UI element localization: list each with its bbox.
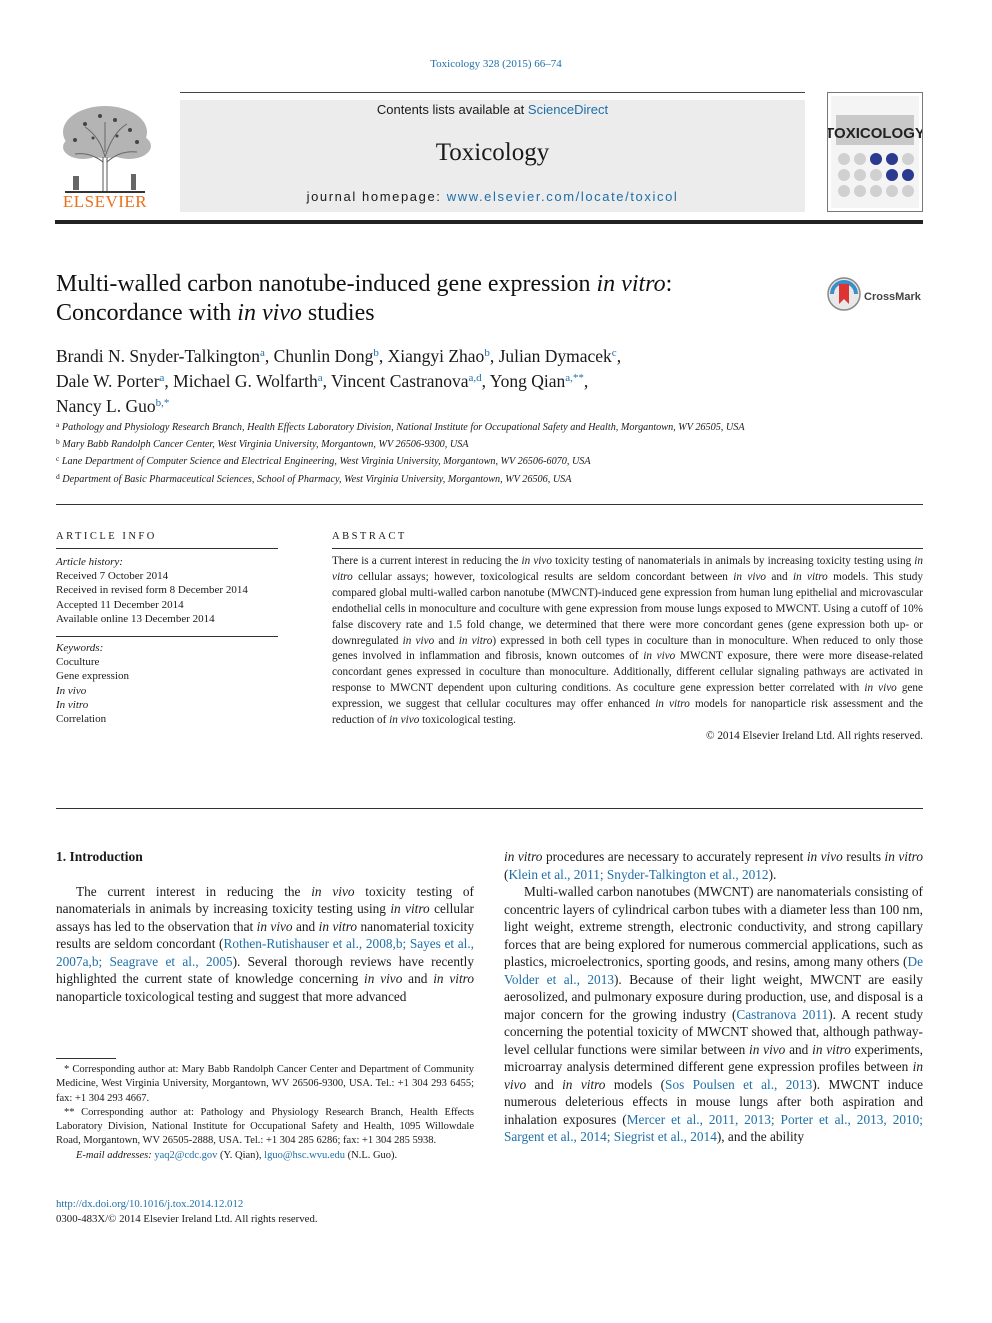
paragraph: in vitro procedures are necessary to accurately represent in vivo results in vitro (Klein et al., 2011; Snyder-Talkington et al., 2012). xyxy=(504,849,923,882)
affiliation-item: $^b$ Mary Babb Randolph Cancer Center, West Virginia University, Morgantown, WV 26506-9300, USA xyxy=(56,437,469,451)
homepage-line: journal homepage: www.elsevier.com/locate/toxicol xyxy=(306,189,679,204)
keywords: Keywords: Coculture Gene expression In vivo In vitro Correlation xyxy=(56,636,278,726)
paragraph: Multi-walled carbon nanotubes (MWCNT) are nanomaterials consisting of concentric layers of cylindrical carbon tubes with a diameter less than 100 nm, light weight, extreme strength, electronic conductivity, and strong capillary forces that are being explored for numerous commercial applications, such as plastics, microelectronics, sporting goods, and resins, among many others (De Volder et al., 2013). Because of their light weight, MWCNT are easily aerosolized, and pulmonary exposure during production, use, and disposal is a major concern for the growing industry (Castranova 2011). A recent study concerning the potential toxicity of MWCNT showed that, although pathway-level cellular functions were similar between in vivo and in vitro experiments, microarray analysis determined different gene expression profiles between in vivo and in vitro models (Sos Poulsen et al., 2013). MWCNT induce numerous deleterious effects in mouse lungs after both aspiration and inhalation exposures (Mercer et al., 2011, 2013; Porter et al., 2013, 2010; Sargent et al., 2014; Siegrist et al., 2014), and the ability xyxy=(504,884,923,1144)
affiliation-item: $^c$ Lane Department of Computer Science and Electrical Engineering, West Virginia University, Morgantown, WV 26506-6070, USA xyxy=(56,454,591,468)
copyright: © 2014 Elsevier Ireland Ltd. All rights reserved. xyxy=(706,729,923,742)
online-date: Available online 13 December 2014 xyxy=(56,612,215,625)
crossmark-icon xyxy=(826,276,862,312)
keyword: Correlation xyxy=(56,713,107,726)
footnote: * Corresponding author at: Mary Babb Randolph Cancer Center and Department of Community Medicine, West Virginia University, Morgantown, WV 26506-9300, USA. Tel.: +1 304 293 6455; fax: +1 304 293 4667. xyxy=(56,1064,474,1104)
affiliation-item: $^d$ Department of Basic Pharmaceutical Sciences, School of Pharmacy, West Virginia University, Morgantown, WV 26506, USA xyxy=(56,471,572,485)
crossmark-badge[interactable] xyxy=(826,276,926,316)
issn-line: 0300-483X/© 2014 Elsevier Ireland Ltd. All rights reserved. xyxy=(56,1213,318,1225)
journal-citation[interactable]: Toxicology 328 (2015) 66–74 xyxy=(430,58,562,70)
doi-link[interactable]: http://dx.doi.org/10.1016/j.tox.2014.12.012 xyxy=(56,1198,244,1210)
email-footnote: E-mail addresses: yaq2@cdc.gov (Y. Qian), lguo@hsc.wvu.edu (N.L. Guo). xyxy=(76,1149,398,1161)
received-date: Received 7 October 2014 xyxy=(56,570,169,583)
keyword: Gene expression xyxy=(56,670,130,683)
doi-block xyxy=(56,1197,476,1227)
citation-link[interactable]: Castranova 2011 xyxy=(736,1006,829,1022)
body-column-right xyxy=(504,848,923,1146)
author[interactable]: Nancy L. Guo$^{b,*}$ xyxy=(56,396,170,416)
elsevier-wordmark[interactable]: ELSEVIER xyxy=(62,192,148,211)
journal-name: Toxicology xyxy=(435,139,550,166)
contents-line: Contents lists available at ScienceDirect xyxy=(376,102,609,117)
header-rule xyxy=(180,92,805,93)
author[interactable]: Brandi N. Snyder-Talkington$^a$ xyxy=(56,346,265,366)
header-thick-rule xyxy=(55,220,923,224)
author[interactable]: Yong Qian$^{a,**}$ xyxy=(489,371,584,391)
keyword: In vivo xyxy=(56,684,87,697)
email-link[interactable]: yaq2@cdc.gov xyxy=(154,1149,218,1161)
article-history: Article history: Received 7 October 2014 Received in revised form 8 December 2014 Accepted 11 December 2014 Available online 13 December 2014 xyxy=(56,555,278,626)
cover-title: TOXICOLOGY xyxy=(828,125,922,142)
author[interactable]: Vincent Castranova$^{a,d}$ xyxy=(331,371,482,391)
email-link[interactable]: lguo@hsc.wvu.edu xyxy=(264,1149,345,1161)
article-info-heading: ARTICLE INFO xyxy=(56,531,157,542)
journal-header xyxy=(55,92,923,222)
citation-link[interactable]: Sos Poulsen et al., 2013 xyxy=(665,1076,813,1092)
author[interactable]: Julian Dymacek$^c$ xyxy=(498,346,617,366)
author-list: Brandi N. Snyder-Talkington$^a$, Chunlin Dong$^b$, Xiangyi Zhao$^b$, Julian Dymacek$^c$, Dale W. Porter$^a$, Michael G. Wolfarth$^a$, Vincent Castranova$^{a,d}$, Yong Qian$^{a,**}$, Nancy L. Guo$^{b,*}$ xyxy=(56,346,622,416)
affiliations xyxy=(56,418,796,487)
article-title: Multi-walled carbon nanotube-induced gene expression in vitro: Concordance with in vivo studies xyxy=(56,271,673,326)
crossmark-label: CrossMark xyxy=(864,291,921,303)
affiliation-item: $^a$ Pathology and Physiology Research Branch, Health Effects Laboratory Division, National Institute for Occupational Safety and Health, Morgantown, WV 26505, USA xyxy=(56,420,745,433)
sciencedirect-link[interactable]: ScienceDirect xyxy=(527,102,609,117)
keyword: Coculture xyxy=(56,656,100,669)
author[interactable]: Xiangyi Zhao$^b$ xyxy=(387,346,490,366)
homepage-link[interactable]: www.elsevier.com/locate/toxicol xyxy=(446,189,679,204)
citation-link[interactable]: Klein et al., 2011; Snyder-Talkington et al., 2012 xyxy=(508,866,769,882)
section-rule xyxy=(56,504,923,505)
accepted-date: Accepted 11 December 2014 xyxy=(56,598,184,611)
revised-date: Received in revised form 8 December 2014 xyxy=(56,584,248,597)
abstract-heading: ABSTRACT xyxy=(332,531,407,542)
author[interactable]: Dale W. Porter$^a$ xyxy=(56,371,165,391)
footnotes xyxy=(56,1058,474,1163)
section-heading: 1. Introduction xyxy=(56,849,143,864)
author[interactable]: Chunlin Dong$^b$ xyxy=(273,346,379,366)
journal-banner xyxy=(180,100,805,212)
citation-link[interactable]: Rothen-Rutishauser et al., 2008,b; Sayes et al., 2007a,b; Seagrave et al., 2005 xyxy=(56,936,475,969)
author[interactable]: Michael G. Wolfarth$^a$ xyxy=(173,371,323,391)
journal-cover-thumbnail[interactable] xyxy=(827,92,923,212)
keyword: In vitro xyxy=(56,698,89,711)
abstract-text: There is a current interest in reducing the in vivo toxicity testing of nanomaterials in animals by increasing toxicity testing using in vitro cellular assays; however, toxicological results are seldom concordant between in vivo and in vitro models. This study compared global multi-walled carbon nanotube (MWCNT)-induced gene expression from human lung epithelial and microvascular endothelial cells in monoculture and coculture with gene expression from mouse lungs exposed to MWCNT. Using a cutoff of 10% false discovery rate and 1.5 fold change, we determined that there were more concordant genes (gene expression both up- or downregulated in vivo and in vitro) expressed in both cell types in coculture than in monoculture. When reduced to only those genes involved in inflammation and fibrosis, known outcomes of in vivo MWCNT exposure, there were more disease-related concordant genes expressed in coculture than monoculture. Additionally, different cellular signaling pathways are activated in response to MWCNT dependent upon culturing conditions. As coculture gene expression better correlated with in vivo gene expression, we suggest that cellular cocultures may offer enhanced in vitro models for nanoparticle risk assessment and the reduction of in vivo toxicological testing. xyxy=(332,555,924,727)
article-info xyxy=(56,531,278,726)
citation-link[interactable]: De Volder et al., 2013 xyxy=(504,954,923,987)
abstract xyxy=(332,531,923,745)
body-column-left xyxy=(56,848,474,1005)
paragraph: The current interest in reducing the in vivo toxicity testing of nanomaterials in animals by increasing toxicity testing using in vitro cellular assays has led to the observation that in vivo and in vitro nanomaterial toxicity results are seldom concordant (Rothen-Rutishauser et al., 2008,b; Sayes et al., 2007a,b; Seagrave et al., 2005). Several thorough reviews have recently highlighted the current state of knowledge concerning in vivo and in vitro nanoparticle toxicological testing and suggest that more advanced xyxy=(56,883,475,1004)
footnote: ** Corresponding author at: Pathology and Physiology Research Branch, Health Effects Laboratory Division, National Institute for Occupational Safety and Health, 1095 Willowdale Road, Morgantown, WV 26505-2888, USA. Tel.: +1 304 285 6286; fax: +1 304 285 5938. xyxy=(56,1106,474,1147)
section-rule xyxy=(56,808,923,809)
citation-link[interactable]: Mercer et al., 2011, 2013; Porter et al., 2013, 2010; Sargent et al., 2014; Siegrist et al., 2014 xyxy=(504,1111,923,1144)
